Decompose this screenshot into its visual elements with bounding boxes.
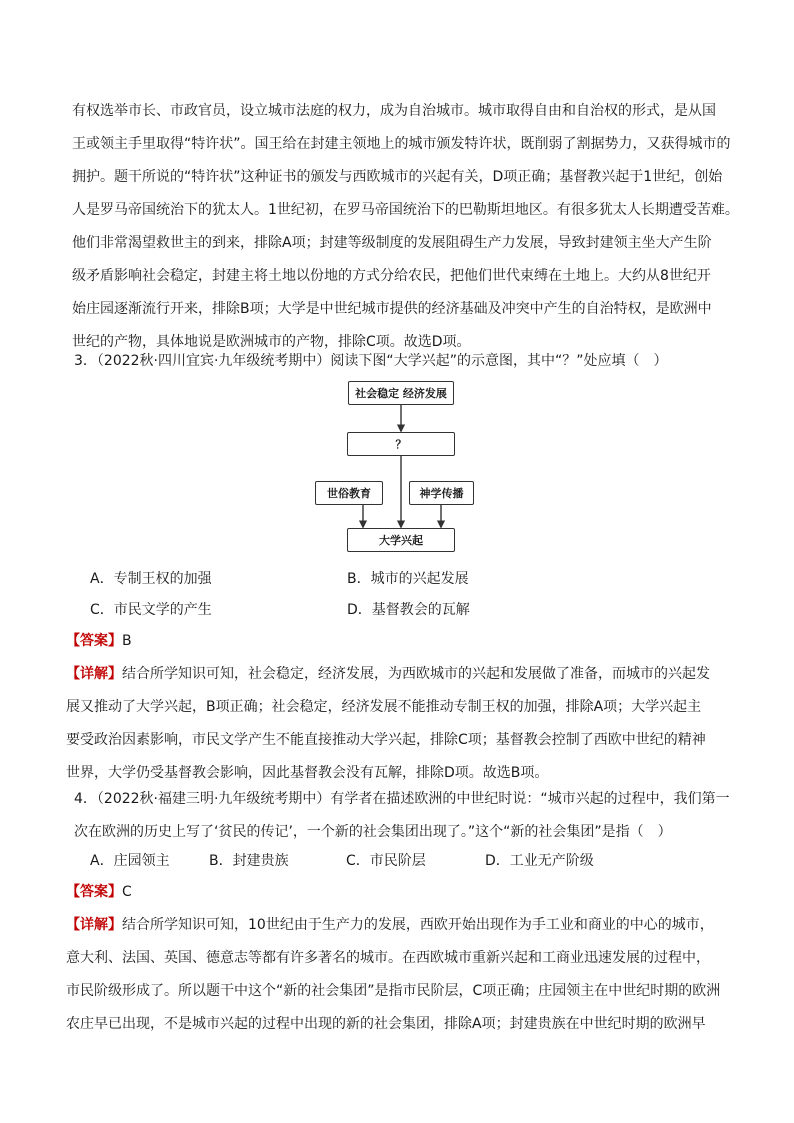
detail-tag: 【详解】 (66, 917, 122, 933)
answer-line (66, 876, 716, 909)
diagram-box-right: 神学传播 (409, 481, 474, 505)
text-line: 世界，大学仍受基督教会影响，因此基督教会没有瓦解，排除D项。故选B项。 (66, 765, 549, 781)
q4-option-b[interactable]: B．封建贵族 (209, 853, 289, 869)
q4-option-a[interactable]: A．庄园领主 (90, 853, 170, 869)
explanation-continued (72, 95, 739, 359)
text-line: 世纪的产物，具体地说是欧洲城市的产物，排除C项。故选D项。 (72, 334, 471, 350)
question-4-stem (74, 783, 730, 849)
text-line: 王或领主手里取得“特许状”。国王给在封建主领地上的城市颁发特许状，既削弱了割据势力，又获得城市的 (72, 136, 731, 152)
text-line (66, 909, 726, 942)
answer-value: B (122, 633, 132, 649)
text-line: 他们非常渴望救世主的到来，排除A项；封建等级制度的发展阻碍生产力发展，导致封建领主坐大产生阶 (72, 235, 712, 251)
q4-answer (66, 876, 716, 909)
text-line: 始庄园逐渐流行开来，排除B项；大学是中世纪城市提供的经济基础及冲突中产生的自治特权，是欧洲中 (72, 301, 712, 317)
question-3-stem (74, 345, 724, 378)
answer-tag: 【答案】 (66, 633, 122, 649)
q3-option-d[interactable]: D．基督教会的瓦解 (347, 602, 470, 618)
q3-answer (66, 625, 716, 658)
q4-detail (66, 909, 726, 1041)
answer-line (66, 625, 716, 658)
answer-value: C (122, 884, 132, 900)
text-line: 有权选举市长、市政官员，设立城市法庭的权力，成为自治城市。城市取得自由和自治权的形式，是从国 (72, 103, 716, 119)
text-line: 展又推动了大学兴起，B项正确；社会稳定，经济发展不能推动专制王权的加强，排除A项；大学兴起主 (66, 699, 702, 715)
detail-text: 结合所学知识可知，10世纪由于生产力的发展，西欧开始出现作为手工业和商业的中心的城市， (122, 917, 714, 933)
detail-text: 结合所学知识可知，社会稳定，经济发展，为西欧城市的兴起和发展做了准备，而城市的兴起发 (122, 666, 710, 682)
diagram-box-middle: ？ (347, 432, 455, 456)
text-line: 次在欧洲的历史上写了‘贫民的传记’，一个新的社会集团出现了。”这个“新的社会集团”是指（ ） (74, 824, 672, 840)
detail-tag: 【详解】 (66, 666, 122, 682)
q4-option-c[interactable]: C．市民阶层 (346, 853, 426, 869)
q4-option-d[interactable]: D．工业无产阶级 (485, 853, 594, 869)
text-line: 市民阶级形成了。所以题干中这个“新的社会集团”是指市民阶层，C项正确；庄园领主在中世纪时期的欧洲 (66, 983, 721, 999)
text-line: 要受政治因素影响，市民文学产生不能直接推动大学兴起，排除C项；基督教会控制了西欧中世纪的精神 (66, 732, 706, 748)
text-line: 3．（2022秋·四川宜宾·九年级统考期中）阅读下图“大学兴起”的示意图，其中“？”处应填（ ） (74, 353, 668, 369)
diagram-box-left: 世俗教育 (315, 481, 383, 505)
text-line: 人是罗马帝国统治下的犹太人。1世纪初，在罗马帝国统治下的巴勒斯坦地区。有很多犹太人长期遭受苦难。 (72, 202, 739, 218)
q3-option-b[interactable]: B．城市的兴起发展 (347, 571, 469, 587)
diagram-box-top: 社会稳定 经济发展 (348, 381, 454, 405)
q3-option-c[interactable]: C．市民文学的产生 (90, 602, 212, 618)
diagram-box-bottom: 大学兴起 (347, 528, 455, 552)
text-line: 级矛盾影响社会稳定，封建主将土地以份地的方式分给农民，把他们世代束缚在土地上。大约从8世纪开 (72, 268, 711, 284)
q3-detail (66, 658, 726, 790)
text-line: 4．（2022秋·福建三明·九年级统考期中）有学者在描述欧洲的中世纪时说：“城市兴起的过程中，我们第一 (74, 791, 730, 807)
text-line: 农庄早已出现，不是城市兴起的过程中出现的新的社会集团，排除A项；封建贵族在中世纪时期的欧洲早 (66, 1016, 706, 1032)
text-line: 拥护。题干所说的“特许状”这种证书的颁发与西欧城市的兴起有关，D项正确；基督教兴起于1世纪，创始 (72, 169, 723, 185)
answer-tag: 【答案】 (66, 884, 122, 900)
q3-option-a[interactable]: A．专制王权的加强 (90, 571, 212, 587)
text-line: 意大利、法国、英国、德意志等都有许多著名的城市。在西欧城市重新兴起和工商业迅速发展的过程中， (66, 950, 710, 966)
text-line (66, 658, 726, 691)
